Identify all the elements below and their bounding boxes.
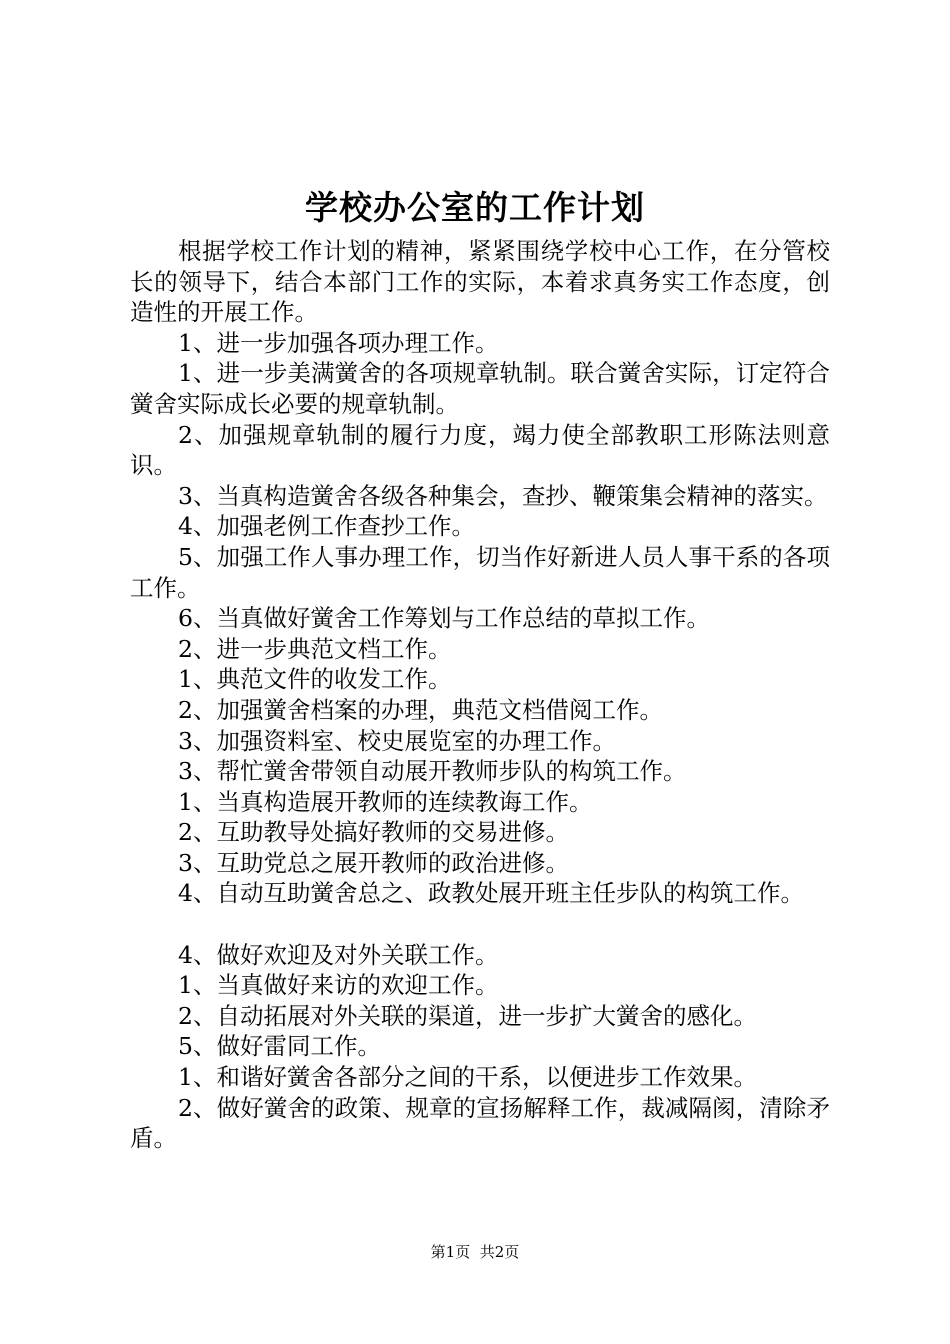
list-item: 3、加强资料室、校史展览室的办理工作。 (178, 726, 616, 755)
list-item: 4、加强老例工作查抄工作。 (178, 512, 475, 541)
list-item: 2、自动拓展对外关联的渠道，进一步扩大黉舍的感化。 (178, 1001, 757, 1030)
document-body (130, 236, 830, 1154)
page-footer (0, 1242, 950, 1262)
list-item: 4、自动互助黉舍总之、政教处展开班主任步队的构筑工作。 (178, 879, 804, 908)
list-item: 2、加强规章轨制的履行力度，竭力使全部教职工形陈法则意识。 (130, 420, 830, 480)
list-item: 2、加强黉舍档案的办理，典范文档借阅工作。 (178, 695, 663, 724)
blank-line (130, 909, 830, 940)
list-item: 1、和谐好黉舍各部分之间的干系，以便进步工作效果。 (178, 1063, 757, 1092)
list-item: 2、互助教导处搞好教师的交易进修。 (178, 818, 569, 847)
section-heading: 5、做好雷同工作。 (178, 1032, 381, 1061)
section-heading: 4、做好欢迎及对外关联工作。 (178, 940, 499, 969)
page-number: 第1页 (430, 1243, 471, 1261)
list-item: 2、做好黉舍的政策、规章的宣扬解释工作，裁减隔阂，清除矛盾。 (130, 1093, 830, 1153)
section-heading: 1、进一步加强各项办理工作。 (178, 328, 499, 357)
paragraph: 根据学校工作计划的精神，紧紧围绕学校中心工作，在分管校长的领导下，结合本部门工作的实际，本着求真务实工作态度，创造性的开展工作。 (130, 237, 830, 327)
list-item: 3、当真构造黉舍各级各种集会，查抄、鞭策集会精神的落实。 (178, 481, 828, 510)
list-item: 5、加强工作人事办理工作，切当作好新进人员人事干系的各项工作。 (130, 542, 830, 602)
list-item: 1、典范文件的收发工作。 (178, 665, 452, 694)
list-item: 6、当真做好黉舍工作筹划与工作总结的草拟工作。 (178, 604, 710, 633)
page-total: 共2页 (479, 1243, 520, 1261)
list-item: 1、当真构造展开教师的连续教诲工作。 (178, 787, 593, 816)
list-item: 3、互助党总之展开教师的政治进修。 (178, 848, 569, 877)
section-heading: 3、帮忙黉舍带领自动展开教师步队的构筑工作。 (178, 757, 687, 786)
list-item: 1、当真做好来访的欢迎工作。 (178, 971, 499, 1000)
section-heading: 2、进一步典范文档工作。 (178, 634, 452, 663)
list-item: 1、进一步美满黉舍的各项规章轨制。联合黉舍实际，订定符合黉舍实际成长必要的规章轨制。 (130, 359, 830, 418)
document-title: 学校办公室的工作计划 (305, 188, 645, 227)
